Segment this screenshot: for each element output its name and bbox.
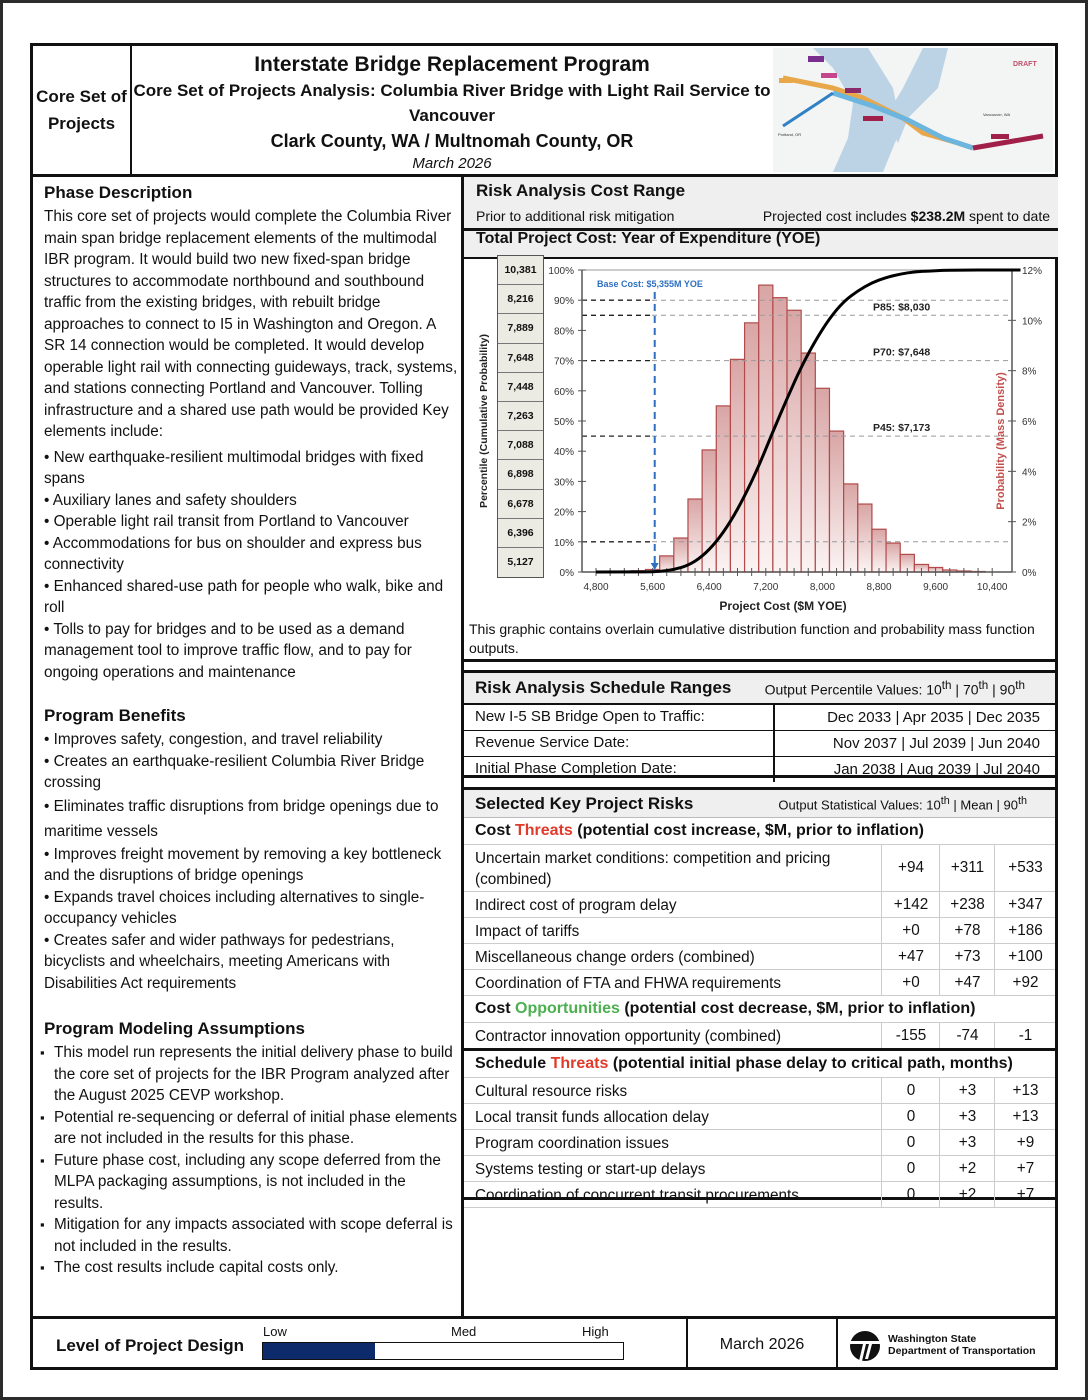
y-left-tick-label: 10% <box>553 537 574 549</box>
percentile-value-cell: 7,088 <box>498 431 543 460</box>
risks-body <box>464 818 1055 1208</box>
schedule-row-label: New I-5 SB Bridge Open to Traffic: <box>475 708 705 725</box>
key-element-item: • New earthquake-resilient multimodal bridges with fixed spans <box>44 448 424 487</box>
schedule-row-value: Nov 2037 | Jul 2039 | Jun 2040 <box>773 731 1056 756</box>
risk-p10: 0 <box>881 1078 940 1103</box>
key-element-item: • Tolls to pay for bridges and to be used as a demand management tool to improve traffic flow, and to pay for ongoing operations and maintenance <box>44 620 412 681</box>
org-line2: Department of Transportation <box>888 1345 1036 1357</box>
benefit-item: • Improves freight movement by removing a key bottleneck and the disruptions of bridge openings <box>44 845 442 884</box>
y-left-tick-label: 50% <box>553 417 574 428</box>
risk-p90: -1 <box>994 1023 1056 1048</box>
percentile-value-cell: 5,127 <box>507 556 534 569</box>
wsdot-logo <box>848 1329 1048 1363</box>
program-benefits-heading: Program Benefits <box>44 706 186 725</box>
percentile-value-cell: 10,381 <box>498 256 543 285</box>
key-element-item: • Enhanced shared-use path for people who walk, bike and roll <box>44 577 444 616</box>
y-right-tick-label: 8% <box>1022 366 1037 378</box>
schedule-heading: Risk Analysis Schedule Ranges <box>475 678 732 697</box>
header-left-label: Core Set of Projects <box>33 46 132 174</box>
benefit-item: • Creates an earthquake-resilient Columbia River Bridge crossing <box>44 752 425 791</box>
risks-subheading: Output Statistical Values: 10th | Mean | 90th <box>778 795 1027 813</box>
risk-p10: +47 <box>881 944 940 969</box>
schedule-row-value: Dec 2033 | Apr 2035 | Dec 2035 <box>773 705 1056 730</box>
org-line1: Washington State <box>888 1333 977 1345</box>
y-right-tick-label: 0% <box>1022 568 1037 579</box>
risk-mean: +238 <box>939 892 995 917</box>
phase-description-heading: Phase Description <box>44 183 193 202</box>
risk-p90: +13 <box>994 1078 1056 1103</box>
risk-mean: +2 <box>939 1156 995 1181</box>
assumption-item: ▪ The cost results include capital costs only. <box>44 1257 459 1279</box>
risk-label: Systems testing or start-up delays <box>475 1161 706 1178</box>
schedule-header <box>464 673 1055 705</box>
assumption-item: ▪ Future phase cost, including any scope deferred from the MLPA packaging assumptions, is not included in the results. <box>44 1150 459 1215</box>
note-text: spent to date <box>965 208 1050 224</box>
risk-label: Miscellaneous change orders (combined) <box>475 949 755 966</box>
assumptions-list <box>44 1042 459 1279</box>
y-left-tick-label: 0% <box>559 568 574 579</box>
risk-label: Coordination of concurrent transit procurements <box>475 1187 799 1204</box>
risk-mean: +47 <box>939 970 995 995</box>
y-right-tick-label: 10% <box>1022 316 1043 328</box>
wsdot-wordmark <box>888 1333 1036 1357</box>
y-left-tick-label: 100% <box>548 266 574 277</box>
risk-p10: +142 <box>881 892 940 917</box>
histogram-bar <box>773 298 787 572</box>
scale-med-label: Med <box>451 1324 477 1339</box>
cost-threat-row <box>464 892 1055 918</box>
risk-p10: +94 <box>881 845 940 891</box>
risk-label: Uncertain market conditions: competition and pricing (combined) <box>475 850 831 888</box>
schedule-threat-row <box>464 1130 1055 1156</box>
x-tick-label: 4,800 <box>583 582 609 593</box>
percentile-value-cell: 7,448 <box>498 373 543 402</box>
x-tick-label: 8,000 <box>809 582 835 593</box>
histogram-bar <box>759 285 773 572</box>
design-level-label: Level of Project Design <box>56 1336 244 1355</box>
risk-mean: +2 <box>939 1182 995 1207</box>
risk-mean: +3 <box>939 1130 995 1155</box>
histogram-bar <box>844 484 858 572</box>
x-tick-label: 6,400 <box>696 582 722 593</box>
risk-mean: +3 <box>939 1078 995 1103</box>
histogram-bar <box>872 529 886 572</box>
y-right-tick-label: 6% <box>1022 417 1037 428</box>
x-tick-label: 9,600 <box>923 582 949 593</box>
risk-p90: +100 <box>994 944 1056 969</box>
schedule-row-value: Jan 2038 | Aug 2039 | Jul 2040 <box>773 757 1056 782</box>
assumption-item: ▪ This model run represents the initial delivery phase to build the core set of projects for the IBR Program analyzed after the August 2025 CEVP workshop. <box>44 1042 459 1107</box>
schedule-row-label: Revenue Service Date: <box>475 734 630 751</box>
risk-label: Impact of tariffs <box>475 923 580 940</box>
cost-threat-row <box>464 944 1055 970</box>
risk-p90: +92 <box>994 970 1056 995</box>
risks-heading: Selected Key Project Risks <box>475 794 694 813</box>
map-label-portland: Portland, OR <box>778 132 802 137</box>
note-text: Projected cost includes <box>762 208 911 224</box>
y-left-axis-label: Percentile (Cumulative Probability) <box>478 334 490 508</box>
map-draft-badge: DRAFT <box>1013 61 1037 68</box>
benefit-item: • Improves safety, congestion, and travel reliability <box>44 731 383 748</box>
schedule-row <box>464 705 1055 731</box>
key-risks-table <box>464 787 1058 1204</box>
schedule-threat-row <box>464 1078 1055 1104</box>
percentile-value-cell: 8,216 <box>498 285 543 314</box>
percentile-value-cell: 6,898 <box>498 460 543 489</box>
risk-p90: +7 <box>994 1182 1056 1207</box>
key-element-item: • Auxiliary lanes and safety shoulders <box>44 491 297 509</box>
risk-p10: +0 <box>881 970 940 995</box>
y-right-axis-label: Probability (Mass Density) <box>995 372 1007 510</box>
schedule-row <box>464 731 1055 757</box>
section-heading-text: Threats <box>515 822 573 839</box>
schedule-threat-row <box>464 1104 1055 1130</box>
histogram-bar <box>787 310 801 572</box>
reference-line-label: P70: $7,648 <box>873 346 931 359</box>
risk-mean: +3 <box>939 1104 995 1129</box>
histogram-bar <box>858 504 872 572</box>
risk-p10: 0 <box>881 1182 940 1207</box>
cost-threat-row <box>464 970 1055 996</box>
risk-label: Local transit funds allocation delay <box>475 1109 709 1126</box>
y-right-tick-label: 4% <box>1022 467 1037 479</box>
modeling-assumptions-heading: Program Modeling Assumptions <box>44 1019 306 1038</box>
histogram-bar <box>730 359 744 572</box>
histogram-bar <box>886 543 900 572</box>
risk-mean: +311 <box>939 845 995 891</box>
cost-threat-heading <box>464 818 1055 845</box>
reference-line-label: P85: $8,030 <box>873 301 931 314</box>
risk-mean: +78 <box>939 918 995 943</box>
risk-label: Cultural resource risks <box>475 1083 628 1100</box>
cost-distribution-chart <box>0 0 1088 620</box>
footer-divider <box>836 1319 838 1370</box>
benefits-list <box>44 729 459 994</box>
percentile-value-cell: 7,889 <box>498 314 543 343</box>
schedule-subheading: Output Percentile Values: 10th | 70th | 90th <box>764 679 1025 698</box>
section-heading-text: Cost <box>475 1000 515 1017</box>
cost-threat-row <box>464 918 1055 944</box>
risk-p90: +186 <box>994 918 1056 943</box>
benefit-item: • Creates safer and wider pathways for pedestrians, bicyclists and wheelchairs, meeting Americans with Disabilities Act requirements <box>44 931 395 992</box>
percentile-value-cell: 6,678 <box>498 490 543 519</box>
design-level-bar <box>262 1342 624 1360</box>
footer-date: March 2026 <box>719 1336 805 1353</box>
scale-low-label: Low <box>263 1324 287 1339</box>
reference-line-label: P45: $7,173 <box>873 422 931 435</box>
schedule-threat-heading <box>464 1051 1055 1078</box>
schedule-threat-row <box>464 1156 1055 1182</box>
risk-p90: +533 <box>994 845 1056 891</box>
phase-description-body: This core set of projects would complete the Columbia River main span bridge replacement elements of the multimodal IBR program. It would build two new fixed-span bridge structures to accommodate northbound and southbound traffic from the existing bridges, with rebuilt bridge approaches to connect to I5 in Washington and Oregon. A SR 14 connection would be completed. It would develop operable light rail with connecting guideways, track, systems, and stations connecting Portland and Vancouver. Tolling infrastructure and a shared use path would be provided Key elements include: <box>44 208 458 440</box>
risk-p10: 0 <box>881 1104 940 1129</box>
risks-header <box>464 790 1055 818</box>
risk-p10: -155 <box>881 1023 940 1048</box>
risk-p90: +7 <box>994 1156 1056 1181</box>
cost-opportunity-heading <box>464 996 1055 1023</box>
y-right-tick-label: 2% <box>1022 517 1037 529</box>
x-tick-label: 5,600 <box>640 582 666 593</box>
y-left-tick-label: 90% <box>553 296 574 308</box>
histogram-bar <box>801 353 815 572</box>
percentile-value-cell: 6,396 <box>498 519 543 548</box>
section-heading-text: (potential initial phase delay to critical path, months) <box>608 1055 1013 1072</box>
section-heading-text: Schedule <box>475 1055 551 1072</box>
map-label-vancouver: Vancouver, WA <box>983 112 1011 117</box>
spent-to-date-value: $238.2M <box>910 208 966 224</box>
y-left-tick-label: 40% <box>553 447 574 459</box>
histogram-bar <box>829 431 843 572</box>
y-left-tick-label: 60% <box>553 386 574 398</box>
key-element-item: • Accommodations for bus on shoulder and express bus connectivity <box>44 534 422 573</box>
percentile-value-cell: 7,648 <box>498 344 543 373</box>
risk-label: Program coordination issues <box>475 1135 669 1152</box>
section-heading-text: (potential cost increase, $M, prior to inflation) <box>572 822 924 839</box>
chart-title: Total Project Cost: Year of Expenditure (YOE) <box>476 230 821 247</box>
cost-opportunity-row <box>464 1023 1055 1051</box>
risk-p10: 0 <box>881 1156 940 1181</box>
x-tick-label: 8,800 <box>866 582 892 593</box>
benefit-item: • Eliminates traffic disruptions from bridge openings due to maritime vessels <box>44 797 439 840</box>
risk-label: Coordination of FTA and FHWA requirements <box>475 975 782 992</box>
footer <box>30 1316 1058 1373</box>
base-cost-label: Base Cost: $5,355M YOE <box>597 279 703 289</box>
schedule-row-label: Initial Phase Completion Date: <box>475 760 677 777</box>
y-left-tick-label: 30% <box>553 477 574 489</box>
risk-p90: +13 <box>994 1104 1056 1129</box>
cost-threat-row <box>464 845 1055 892</box>
program-title: Interstate Bridge Replacement Program <box>254 53 650 76</box>
percentile-value-cell: 7,263 <box>498 402 543 431</box>
chart-caption: This graphic contains overlain cumulative distribution function and probability mass function outputs. <box>469 621 1035 656</box>
location: Clark County, WA / Multnomah County, OR <box>270 131 634 151</box>
risk-cost-note-left: Prior to additional risk mitigation <box>476 208 675 224</box>
section-heading-text: Threats <box>550 1055 609 1072</box>
analysis-subtitle: Core Set of Projects Analysis: Columbia River Bridge with Light Rail Service to Vancouver <box>133 81 771 125</box>
risk-label: Contractor innovation opportunity (combined) <box>475 1028 782 1045</box>
risk-label: Indirect cost of program delay <box>475 897 677 914</box>
assumption-item: ▪ Mitigation for any impacts associated with scope deferral is not included in the results. <box>44 1214 459 1257</box>
section-heading-text: Cost <box>475 822 515 839</box>
histogram-bar <box>716 406 730 572</box>
risk-mean: -74 <box>939 1023 995 1048</box>
header-date: March 2026 <box>412 155 492 172</box>
risk-p10: +0 <box>881 918 940 943</box>
design-level-fill <box>263 1343 375 1359</box>
histogram-bar <box>815 388 829 572</box>
scale-high-label: High <box>582 1324 609 1339</box>
y-left-tick-label: 80% <box>553 326 574 338</box>
risk-cost-heading: Risk Analysis Cost Range <box>476 181 686 200</box>
benefit-item: • Expands travel choices including alternatives to single-occupancy vehicles <box>44 888 425 927</box>
y-left-tick-label: 20% <box>553 507 574 519</box>
x-tick-label: 7,200 <box>753 582 779 593</box>
schedule-row <box>464 757 1055 782</box>
x-axis-label: Project Cost ($M YOE) <box>719 599 847 613</box>
schedule-threat-row <box>464 1182 1055 1208</box>
risk-p90: +9 <box>994 1130 1056 1155</box>
section-heading-text: Opportunities <box>515 1000 620 1017</box>
risk-p90: +347 <box>994 892 1056 917</box>
risk-mean: +73 <box>939 944 995 969</box>
y-left-tick-label: 70% <box>553 356 574 368</box>
y-right-tick-label: 12% <box>1022 266 1043 277</box>
assumption-item: ▪ Potential re-sequencing or deferral of initial phase elements are not included in the results for this phase. <box>44 1107 459 1150</box>
risk-p10: 0 <box>881 1130 940 1155</box>
section-heading-text: (potential cost decrease, $M, prior to inflation) <box>619 1000 976 1017</box>
wsdot-logo-icon <box>848 1329 882 1363</box>
x-tick-label: 10,400 <box>976 582 1008 593</box>
key-element-item: • Operable light rail transit from Portland to Vancouver <box>44 513 409 530</box>
schedule-ranges-table <box>464 670 1058 778</box>
